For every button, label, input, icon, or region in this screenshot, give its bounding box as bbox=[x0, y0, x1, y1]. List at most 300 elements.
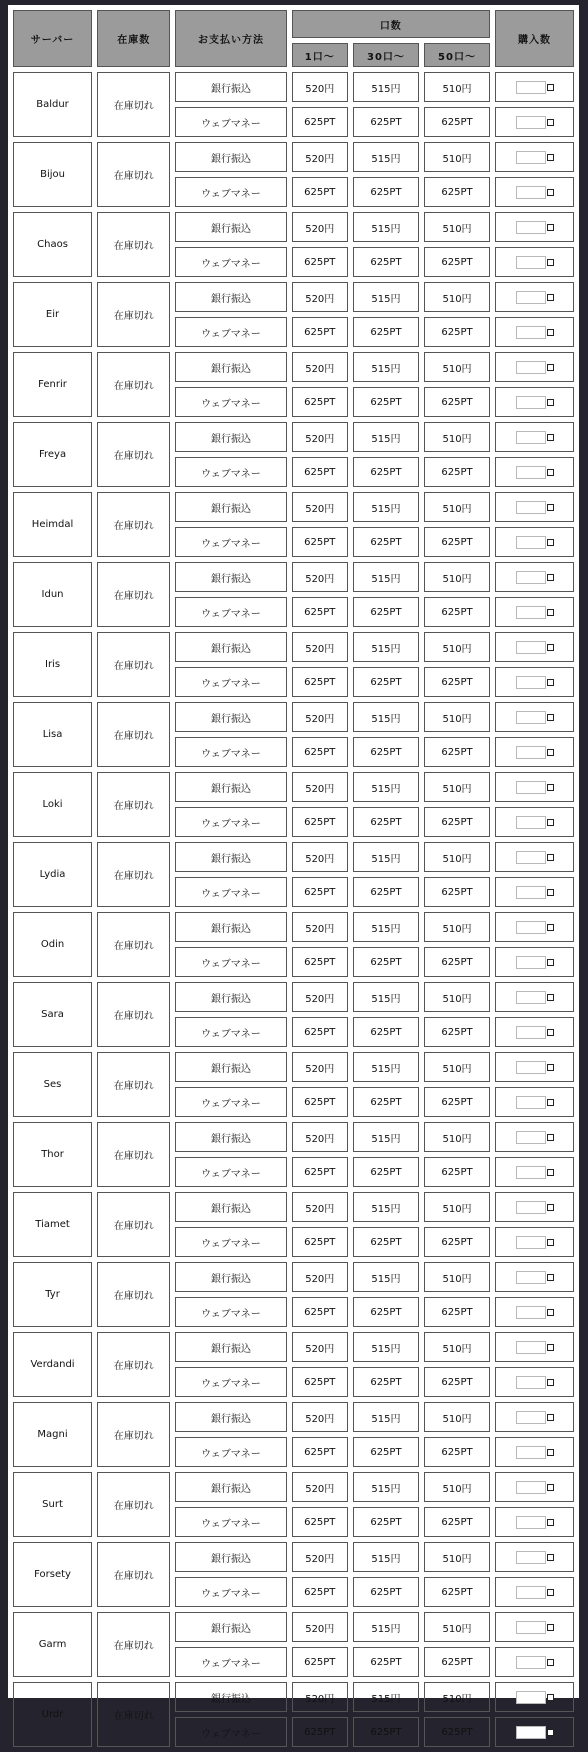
server-row-bank bbox=[13, 212, 574, 242]
quantity-cell-bank bbox=[495, 632, 574, 662]
quantity-checkbox[interactable] bbox=[547, 994, 554, 1001]
quantity-checkbox[interactable] bbox=[547, 119, 554, 126]
price-bank-tier1: 520円 bbox=[292, 562, 348, 592]
price-webmoney-tier30: 625PT bbox=[353, 807, 419, 837]
price-webmoney-tier1: 625PT bbox=[292, 737, 348, 767]
quantity-input[interactable] bbox=[516, 1446, 546, 1459]
stock-status: 在庫切れ bbox=[97, 422, 170, 487]
quantity-cell-webmoney bbox=[495, 1647, 574, 1677]
price-webmoney-tier1: 625PT bbox=[292, 807, 348, 837]
price-webmoney-tier30: 625PT bbox=[353, 1087, 419, 1117]
quantity-control bbox=[516, 1516, 554, 1529]
quantity-input[interactable] bbox=[516, 186, 546, 199]
quantity-input[interactable] bbox=[516, 1131, 546, 1144]
server-name: Tiamet bbox=[13, 1192, 92, 1257]
quantity-input[interactable] bbox=[516, 1551, 546, 1564]
quantity-checkbox[interactable] bbox=[547, 1694, 554, 1701]
quantity-checkbox[interactable] bbox=[547, 399, 554, 406]
price-webmoney-tier50: 625PT bbox=[424, 1227, 490, 1257]
quantity-checkbox[interactable] bbox=[547, 329, 554, 336]
quantity-checkbox[interactable] bbox=[547, 749, 554, 756]
stock-status: 在庫切れ bbox=[97, 72, 170, 137]
server-name: Fenrir bbox=[13, 352, 92, 417]
quantity-cell-webmoney bbox=[495, 597, 574, 627]
price-bank-tier1: 520円 bbox=[292, 772, 348, 802]
header-tier-1: 1口～ bbox=[292, 43, 348, 67]
price-webmoney-tier30: 625PT bbox=[353, 107, 419, 137]
quantity-input[interactable] bbox=[516, 1236, 546, 1249]
price-webmoney-tier50: 625PT bbox=[424, 1437, 490, 1467]
quantity-control bbox=[516, 1131, 554, 1144]
quantity-checkbox[interactable] bbox=[547, 1484, 554, 1491]
quantity-checkbox[interactable] bbox=[547, 1344, 554, 1351]
price-webmoney-tier30: 625PT bbox=[353, 1437, 419, 1467]
quantity-control bbox=[516, 151, 554, 164]
price-webmoney-tier1: 625PT bbox=[292, 947, 348, 977]
price-webmoney-tier1: 625PT bbox=[292, 877, 348, 907]
price-bank-tier30: 515円 bbox=[353, 142, 419, 172]
quantity-cell-webmoney bbox=[495, 527, 574, 557]
quantity-input[interactable] bbox=[516, 536, 546, 549]
quantity-cell-bank bbox=[495, 982, 574, 1012]
quantity-checkbox[interactable] bbox=[547, 1169, 554, 1176]
server-name: Lisa bbox=[13, 702, 92, 767]
price-webmoney-tier50: 625PT bbox=[424, 947, 490, 977]
price-webmoney-tier1: 625PT bbox=[292, 177, 348, 207]
quantity-checkbox[interactable] bbox=[547, 819, 554, 826]
price-bank-tier30: 515円 bbox=[353, 1052, 419, 1082]
header-tier-30: 30口～ bbox=[353, 43, 419, 67]
quantity-checkbox[interactable] bbox=[547, 539, 554, 546]
quantity-input[interactable] bbox=[516, 781, 546, 794]
quantity-input[interactable] bbox=[516, 221, 546, 234]
quantity-checkbox[interactable] bbox=[547, 469, 554, 476]
price-webmoney-tier30: 625PT bbox=[353, 177, 419, 207]
payment-method-bank: 銀行振込 bbox=[175, 1612, 286, 1642]
price-webmoney-tier50: 625PT bbox=[424, 597, 490, 627]
payment-method-webmoney: ウェブマネー bbox=[175, 947, 286, 977]
price-bank-tier1: 520円 bbox=[292, 702, 348, 732]
quantity-checkbox[interactable] bbox=[547, 1414, 554, 1421]
price-webmoney-tier30: 625PT bbox=[353, 457, 419, 487]
quantity-checkbox[interactable] bbox=[547, 189, 554, 196]
quantity-checkbox[interactable] bbox=[547, 679, 554, 686]
price-bank-tier30: 515円 bbox=[353, 422, 419, 452]
quantity-checkbox[interactable] bbox=[547, 644, 554, 651]
price-bank-tier30: 515円 bbox=[353, 1262, 419, 1292]
quantity-control bbox=[516, 431, 554, 444]
header-server: サーバー bbox=[13, 10, 92, 67]
price-bank-tier50: 510円 bbox=[424, 1052, 490, 1082]
quantity-control bbox=[516, 1656, 554, 1669]
server-row-bank bbox=[13, 1262, 574, 1292]
payment-method-webmoney: ウェブマネー bbox=[175, 1087, 286, 1117]
server-name: Surt bbox=[13, 1472, 92, 1537]
server-row-bank bbox=[13, 772, 574, 802]
price-bank-tier1: 520円 bbox=[292, 912, 348, 942]
stock-status: 在庫切れ bbox=[97, 282, 170, 347]
payment-method-bank: 銀行振込 bbox=[175, 1122, 286, 1152]
quantity-input[interactable] bbox=[516, 1166, 546, 1179]
quantity-control bbox=[516, 1621, 554, 1634]
quantity-cell-webmoney bbox=[495, 247, 574, 277]
quantity-checkbox[interactable] bbox=[547, 1624, 554, 1631]
stock-status: 在庫切れ bbox=[97, 1332, 170, 1397]
server-name: Magni bbox=[13, 1402, 92, 1467]
quantity-control bbox=[516, 256, 554, 269]
quantity-input[interactable] bbox=[516, 116, 546, 129]
price-webmoney-tier1: 625PT bbox=[292, 1227, 348, 1257]
quantity-checkbox[interactable] bbox=[547, 1064, 554, 1071]
quantity-control bbox=[516, 81, 554, 94]
quantity-checkbox[interactable] bbox=[547, 1519, 554, 1526]
price-bank-tier30: 515円 bbox=[353, 72, 419, 102]
quantity-cell-bank bbox=[495, 142, 574, 172]
quantity-cell-webmoney bbox=[495, 1017, 574, 1047]
stock-status: 在庫切れ bbox=[97, 772, 170, 837]
quantity-checkbox[interactable] bbox=[547, 364, 554, 371]
server-name: Lydia bbox=[13, 842, 92, 907]
price-bank-tier30: 515円 bbox=[353, 982, 419, 1012]
price-bank-tier50: 510円 bbox=[424, 562, 490, 592]
quantity-cell-webmoney bbox=[495, 1577, 574, 1607]
quantity-control bbox=[516, 1061, 554, 1074]
quantity-control bbox=[516, 921, 554, 934]
server-name: Garm bbox=[13, 1612, 92, 1677]
header-purchase: 購入数 bbox=[495, 10, 574, 67]
price-bank-tier30: 515円 bbox=[353, 1472, 419, 1502]
price-bank-tier30: 515円 bbox=[353, 1332, 419, 1362]
payment-method-bank: 銀行振込 bbox=[175, 1682, 286, 1712]
quantity-control bbox=[516, 1166, 554, 1179]
server-name: Idun bbox=[13, 562, 92, 627]
quantity-cell-webmoney bbox=[495, 737, 574, 767]
payment-method-webmoney: ウェブマネー bbox=[175, 1577, 286, 1607]
quantity-checkbox[interactable] bbox=[547, 1029, 554, 1036]
server-name: Iris bbox=[13, 632, 92, 697]
server-row-bank bbox=[13, 142, 574, 172]
quantity-checkbox[interactable] bbox=[547, 1239, 554, 1246]
price-bank-tier50: 510円 bbox=[424, 1542, 490, 1572]
quantity-input[interactable] bbox=[516, 1516, 546, 1529]
quantity-input[interactable] bbox=[516, 396, 546, 409]
quantity-input[interactable] bbox=[516, 711, 546, 724]
quantity-input[interactable] bbox=[516, 1726, 546, 1739]
stock-status: 在庫切れ bbox=[97, 1682, 170, 1747]
price-webmoney-tier30: 625PT bbox=[353, 387, 419, 417]
quantity-control bbox=[516, 816, 554, 829]
price-webmoney-tier50: 625PT bbox=[424, 1087, 490, 1117]
quantity-input[interactable] bbox=[516, 1656, 546, 1669]
payment-method-webmoney: ウェブマネー bbox=[175, 597, 286, 627]
price-bank-tier30: 515円 bbox=[353, 562, 419, 592]
quantity-input[interactable] bbox=[516, 676, 546, 689]
price-bank-tier50: 510円 bbox=[424, 1682, 490, 1712]
payment-method-webmoney: ウェブマネー bbox=[175, 1297, 286, 1327]
quantity-checkbox[interactable] bbox=[547, 714, 554, 721]
payment-method-webmoney: ウェブマネー bbox=[175, 737, 286, 767]
quantity-control bbox=[516, 1236, 554, 1249]
quantity-cell-bank bbox=[495, 1192, 574, 1222]
price-webmoney-tier50: 625PT bbox=[424, 317, 490, 347]
price-bank-tier1: 520円 bbox=[292, 1542, 348, 1572]
quantity-input[interactable] bbox=[516, 1481, 546, 1494]
price-bank-tier30: 515円 bbox=[353, 912, 419, 942]
price-bank-tier30: 515円 bbox=[353, 492, 419, 522]
price-bank-tier50: 510円 bbox=[424, 1612, 490, 1642]
price-bank-tier1: 520円 bbox=[292, 422, 348, 452]
price-webmoney-tier50: 625PT bbox=[424, 1507, 490, 1537]
payment-method-webmoney: ウェブマネー bbox=[175, 1647, 286, 1677]
quantity-cell-bank bbox=[495, 1402, 574, 1432]
price-bank-tier30: 515円 bbox=[353, 282, 419, 312]
quantity-checkbox[interactable] bbox=[547, 889, 554, 896]
price-webmoney-tier50: 625PT bbox=[424, 457, 490, 487]
quantity-cell-bank bbox=[495, 1122, 574, 1152]
server-name: Tyr bbox=[13, 1262, 92, 1327]
quantity-input[interactable] bbox=[516, 1691, 546, 1704]
quantity-cell-bank bbox=[495, 702, 574, 732]
quantity-control bbox=[516, 1481, 554, 1494]
quantity-input[interactable] bbox=[516, 291, 546, 304]
quantity-cell-webmoney bbox=[495, 877, 574, 907]
quantity-cell-bank bbox=[495, 492, 574, 522]
quantity-input[interactable] bbox=[516, 1096, 546, 1109]
quantity-input[interactable] bbox=[516, 501, 546, 514]
price-webmoney-tier50: 625PT bbox=[424, 387, 490, 417]
price-bank-tier50: 510円 bbox=[424, 492, 490, 522]
quantity-input[interactable] bbox=[516, 1061, 546, 1074]
quantity-checkbox[interactable] bbox=[547, 1204, 554, 1211]
quantity-input[interactable] bbox=[516, 816, 546, 829]
quantity-control bbox=[516, 116, 554, 129]
payment-method-bank: 銀行振込 bbox=[175, 422, 286, 452]
quantity-input[interactable] bbox=[516, 1026, 546, 1039]
quantity-cell-webmoney bbox=[495, 1507, 574, 1537]
price-webmoney-tier50: 625PT bbox=[424, 1577, 490, 1607]
quantity-checkbox[interactable] bbox=[547, 434, 554, 441]
payment-method-bank: 銀行振込 bbox=[175, 352, 286, 382]
payment-method-webmoney: ウェブマネー bbox=[175, 177, 286, 207]
price-bank-tier50: 510円 bbox=[424, 72, 490, 102]
quantity-input[interactable] bbox=[516, 886, 546, 899]
payment-method-bank: 銀行振込 bbox=[175, 1262, 286, 1292]
price-webmoney-tier30: 625PT bbox=[353, 1297, 419, 1327]
quantity-input[interactable] bbox=[516, 1271, 546, 1284]
price-bank-tier1: 520円 bbox=[292, 1682, 348, 1712]
quantity-input[interactable] bbox=[516, 326, 546, 339]
payment-method-bank: 銀行振込 bbox=[175, 142, 286, 172]
quantity-input[interactable] bbox=[516, 466, 546, 479]
quantity-control bbox=[516, 1691, 554, 1704]
payment-method-bank: 銀行振込 bbox=[175, 842, 286, 872]
quantity-checkbox[interactable] bbox=[547, 1554, 554, 1561]
quantity-input[interactable] bbox=[516, 956, 546, 969]
server-name: Baldur bbox=[13, 72, 92, 137]
quantity-input[interactable] bbox=[516, 606, 546, 619]
payment-method-webmoney: ウェブマネー bbox=[175, 1017, 286, 1047]
quantity-checkbox[interactable] bbox=[547, 259, 554, 266]
server-row-bank bbox=[13, 562, 574, 592]
header-payment: お支払い方法 bbox=[175, 10, 286, 67]
quantity-checkbox[interactable] bbox=[547, 1309, 554, 1316]
price-bank-tier30: 515円 bbox=[353, 632, 419, 662]
payment-method-webmoney: ウェブマネー bbox=[175, 1717, 286, 1747]
server-row-bank bbox=[13, 982, 574, 1012]
price-webmoney-tier1: 625PT bbox=[292, 1507, 348, 1537]
price-bank-tier1: 520円 bbox=[292, 1052, 348, 1082]
price-webmoney-tier1: 625PT bbox=[292, 1297, 348, 1327]
price-bank-tier50: 510円 bbox=[424, 702, 490, 732]
quantity-cell-webmoney bbox=[495, 1157, 574, 1187]
server-row-bank bbox=[13, 1402, 574, 1432]
quantity-checkbox[interactable] bbox=[547, 294, 554, 301]
quantity-checkbox[interactable] bbox=[547, 924, 554, 931]
quantity-input[interactable] bbox=[516, 851, 546, 864]
price-webmoney-tier1: 625PT bbox=[292, 667, 348, 697]
price-webmoney-tier50: 625PT bbox=[424, 1717, 490, 1747]
quantity-checkbox[interactable] bbox=[547, 574, 554, 581]
price-bank-tier30: 515円 bbox=[353, 1682, 419, 1712]
quantity-checkbox[interactable] bbox=[547, 1099, 554, 1106]
price-webmoney-tier30: 625PT bbox=[353, 1577, 419, 1607]
quantity-checkbox[interactable] bbox=[547, 1274, 554, 1281]
quantity-input[interactable] bbox=[516, 991, 546, 1004]
stock-status: 在庫切れ bbox=[97, 1122, 170, 1187]
quantity-checkbox[interactable] bbox=[547, 504, 554, 511]
server-name: Eir bbox=[13, 282, 92, 347]
quantity-control bbox=[516, 221, 554, 234]
quantity-input[interactable] bbox=[516, 81, 546, 94]
quantity-input[interactable] bbox=[516, 256, 546, 269]
price-bank-tier50: 510円 bbox=[424, 352, 490, 382]
server-row-bank bbox=[13, 912, 574, 942]
quantity-input[interactable] bbox=[516, 1621, 546, 1634]
price-webmoney-tier50: 625PT bbox=[424, 877, 490, 907]
price-bank-tier1: 520円 bbox=[292, 1192, 348, 1222]
quantity-checkbox[interactable] bbox=[547, 154, 554, 161]
price-bank-tier1: 520円 bbox=[292, 352, 348, 382]
server-row-bank bbox=[13, 1472, 574, 1502]
quantity-input[interactable] bbox=[516, 151, 546, 164]
quantity-input[interactable] bbox=[516, 1411, 546, 1424]
quantity-input[interactable] bbox=[516, 571, 546, 584]
quantity-cell-webmoney bbox=[495, 457, 574, 487]
quantity-cell-webmoney bbox=[495, 1227, 574, 1257]
payment-method-bank: 銀行振込 bbox=[175, 282, 286, 312]
quantity-input[interactable] bbox=[516, 1376, 546, 1389]
quantity-control bbox=[516, 1376, 554, 1389]
quantity-control bbox=[516, 676, 554, 689]
quantity-input[interactable] bbox=[516, 361, 546, 374]
quantity-checkbox[interactable] bbox=[547, 1449, 554, 1456]
price-bank-tier50: 510円 bbox=[424, 912, 490, 942]
quantity-input[interactable] bbox=[516, 746, 546, 759]
quantity-cell-bank bbox=[495, 1332, 574, 1362]
stock-status: 在庫切れ bbox=[97, 1262, 170, 1327]
price-bank-tier50: 510円 bbox=[424, 982, 490, 1012]
quantity-checkbox[interactable] bbox=[547, 1589, 554, 1596]
quantity-input[interactable] bbox=[516, 921, 546, 934]
quantity-control bbox=[516, 991, 554, 1004]
server-row-bank bbox=[13, 1542, 574, 1572]
price-bank-tier50: 510円 bbox=[424, 1122, 490, 1152]
stock-status: 在庫切れ bbox=[97, 1542, 170, 1607]
price-webmoney-tier30: 625PT bbox=[353, 1017, 419, 1047]
quantity-checkbox[interactable] bbox=[547, 1379, 554, 1386]
quantity-cell-bank bbox=[495, 562, 574, 592]
price-webmoney-tier30: 625PT bbox=[353, 1227, 419, 1257]
quantity-cell-bank bbox=[495, 1612, 574, 1642]
quantity-checkbox[interactable] bbox=[547, 854, 554, 861]
price-webmoney-tier50: 625PT bbox=[424, 527, 490, 557]
quantity-checkbox[interactable] bbox=[547, 784, 554, 791]
quantity-control bbox=[516, 851, 554, 864]
payment-method-bank: 銀行振込 bbox=[175, 912, 286, 942]
payment-method-bank: 銀行振込 bbox=[175, 982, 286, 1012]
quantity-input[interactable] bbox=[516, 641, 546, 654]
quantity-cell-webmoney bbox=[495, 317, 574, 347]
quantity-cell-webmoney bbox=[495, 387, 574, 417]
price-webmoney-tier50: 625PT bbox=[424, 807, 490, 837]
quantity-checkbox[interactable] bbox=[547, 1659, 554, 1666]
quantity-control bbox=[516, 1446, 554, 1459]
quantity-control bbox=[516, 1271, 554, 1284]
server-name: Sara bbox=[13, 982, 92, 1047]
price-bank-tier50: 510円 bbox=[424, 1262, 490, 1292]
price-webmoney-tier30: 625PT bbox=[353, 1647, 419, 1677]
quantity-control bbox=[516, 186, 554, 199]
quantity-input[interactable] bbox=[516, 431, 546, 444]
quantity-cell-webmoney bbox=[495, 107, 574, 137]
quantity-cell-bank bbox=[495, 72, 574, 102]
payment-method-webmoney: ウェブマネー bbox=[175, 527, 286, 557]
quantity-checkbox[interactable] bbox=[547, 1134, 554, 1141]
price-bank-tier50: 510円 bbox=[424, 282, 490, 312]
quantity-input[interactable] bbox=[516, 1341, 546, 1354]
price-webmoney-tier1: 625PT bbox=[292, 1367, 348, 1397]
stock-status: 在庫切れ bbox=[97, 1052, 170, 1117]
quantity-input[interactable] bbox=[516, 1201, 546, 1214]
quantity-cell-webmoney bbox=[495, 1717, 574, 1747]
quantity-control bbox=[516, 641, 554, 654]
server-name: Heimdal bbox=[13, 492, 92, 557]
price-webmoney-tier1: 625PT bbox=[292, 457, 348, 487]
quantity-checkbox[interactable] bbox=[547, 1729, 554, 1736]
payment-method-bank: 銀行振込 bbox=[175, 1542, 286, 1572]
quantity-checkbox[interactable] bbox=[547, 224, 554, 231]
price-webmoney-tier1: 625PT bbox=[292, 1717, 348, 1747]
price-webmoney-tier1: 625PT bbox=[292, 1577, 348, 1607]
server-row-bank bbox=[13, 1682, 574, 1712]
price-webmoney-tier50: 625PT bbox=[424, 247, 490, 277]
price-bank-tier1: 520円 bbox=[292, 1472, 348, 1502]
price-bank-tier1: 520円 bbox=[292, 982, 348, 1012]
quantity-input[interactable] bbox=[516, 1306, 546, 1319]
price-bank-tier30: 515円 bbox=[353, 1192, 419, 1222]
quantity-control bbox=[516, 1201, 554, 1214]
server-name: Chaos bbox=[13, 212, 92, 277]
quantity-checkbox[interactable] bbox=[547, 609, 554, 616]
price-webmoney-tier1: 625PT bbox=[292, 247, 348, 277]
quantity-input[interactable] bbox=[516, 1586, 546, 1599]
server-row-bank bbox=[13, 1612, 574, 1642]
price-webmoney-tier50: 625PT bbox=[424, 1367, 490, 1397]
quantity-checkbox[interactable] bbox=[547, 959, 554, 966]
quantity-checkbox[interactable] bbox=[547, 84, 554, 91]
stock-status: 在庫切れ bbox=[97, 702, 170, 767]
quantity-control bbox=[516, 1586, 554, 1599]
